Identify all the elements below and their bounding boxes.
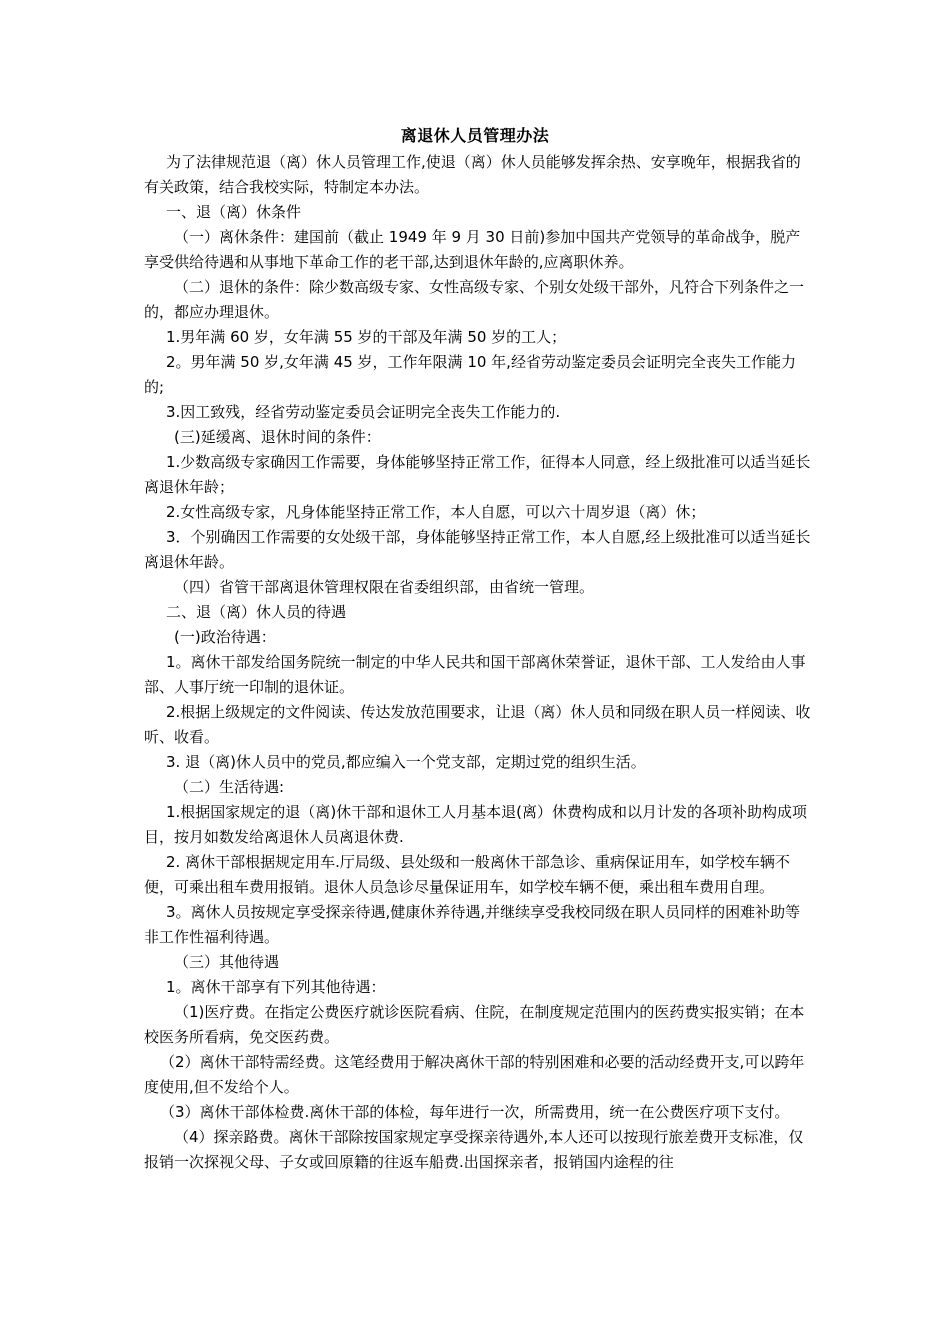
- subsection-heading-living: （二）生活待遇:: [174, 778, 285, 796]
- list-item: 3．个别确因工作需要的女处级干部，身体能够坚持正常工作，本人自愿,经上级批准可以适当延长离退休年龄。: [144, 528, 811, 571]
- list-item: 3. 退（离)休人员中的党员,都应编入一个党支部，定期过党的组织生活。: [166, 753, 646, 771]
- subsection-heading-other: （三）其他待遇: [174, 953, 280, 971]
- section-heading-benefits: 二、退（离）休人员的待遇: [166, 603, 347, 621]
- list-item: 1。离休干部发给国务院统一制定的中华人民共和国干部离休荣誉证，退休干部、工人发给由人事部、人事厅统一印制的退休证。: [144, 653, 806, 696]
- list-item: 2。男年满 50 岁,女年满 45 岁，工作年限满 10 年,经省劳动鉴定委员会证明完全丧失工作能力的;: [144, 353, 796, 396]
- document-title: 离退休人员管理办法: [400, 126, 550, 145]
- list-item: （4）探亲路费。离休干部除按国家规定享受探亲待遇外,本人还可以按现行旅差费开支标准，仅报销一次探视父母、子女或回原籍的往返车船费.出国探亲者，报销国内途程的往: [144, 1128, 804, 1171]
- list-item: 3.因工致残，经省劳动鉴定委员会证明完全丧失工作能力的.: [166, 403, 561, 421]
- list-item: 1.少数高级专家确因工作需要，身体能够坚持正常工作，征得本人同意，经上级批准可以适当延长离退休年龄；: [144, 453, 811, 496]
- paragraph-management-authority: （四）省管干部离退休管理权限在省委组织部，由省统一管理。: [174, 578, 595, 596]
- list-item: 2.根据上级规定的文件阅读、传达发放范围要求，让退（离）休人员和同级在职人员一样阅读、收听、收看。: [144, 703, 811, 746]
- list-item: 1.根据国家规定的退（离)休干部和退休工人月基本退(离）休费构成和以月计发的各项补助构成项目，按月如数发给离退休人员离退休费.: [144, 803, 808, 846]
- section-heading-retirement-conditions: 一、退（离）休条件: [166, 203, 302, 221]
- paragraph-intro: 为了法律规范退（离）休人员管理工作,使退（离）休人员能够发挥余热、安享晚年，根据我省的有关政策，结合我校实际，特制定本办法。: [144, 153, 801, 196]
- document-body: [144, 150, 812, 1175]
- subsection-heading-deferral: (三)延缓离、退休时间的条件：: [174, 428, 381, 446]
- subsection-heading-political: (一)政治待遇：: [174, 628, 276, 646]
- list-item: （2）离休干部特需经费。这笔经费用于解决离休干部的特别困难和必要的活动经费开支,可以跨年度使用,但不发给个人。: [144, 1053, 805, 1096]
- list-item: 1。离休干部享有下列其他待遇：: [166, 978, 386, 996]
- list-item: 2.女性高级专家，凡身体能坚持正常工作，本人自愿，可以六十周岁退（离）休；: [166, 503, 706, 521]
- list-item: 1.男年满 60 岁，女年满 55 岁的干部及年满 50 岁的工人；: [166, 328, 567, 346]
- list-item: （3）离休干部体检费.离休干部的体检，每年进行一次，所需费用，统一在公费医疗项下支付。: [160, 1103, 790, 1121]
- paragraph-lixiu-conditions: （一）离休条件：建国前（截止 1949 年 9 月 30 日前)参加中国共产党领导的革命战争，脱产享受供给待遇和从事地下革命工作的老干部,达到退休年龄的,应离职休养。: [144, 228, 801, 271]
- list-item: （1)医疗费。在指定公费医疗就诊医院看病、住院，在制度规定范围内的医药费实报实销；在本校医务所看病，免交医药费。: [144, 1003, 805, 1046]
- list-item: 2. 离休干部根据规定用车.厅局级、县处级和一般离休干部急诊、重病保证用车，如学校车辆不便，可乘出租车费用报销。退休人员急诊尽量保证用车，如学校车辆不便，乘出租车费用自理。: [144, 853, 790, 896]
- paragraph-tuixiu-conditions: （二）退休的条件：除少数高级专家、女性高级专家、个别女处级干部外，凡符合下列条件之一的，都应办理退休。: [144, 278, 805, 321]
- list-item: 3。离休人员按规定享受探亲待遇,健康休养待遇,并继续享受我校同级在职人员同样的困难补助等非工作性福利待遇。: [144, 903, 801, 946]
